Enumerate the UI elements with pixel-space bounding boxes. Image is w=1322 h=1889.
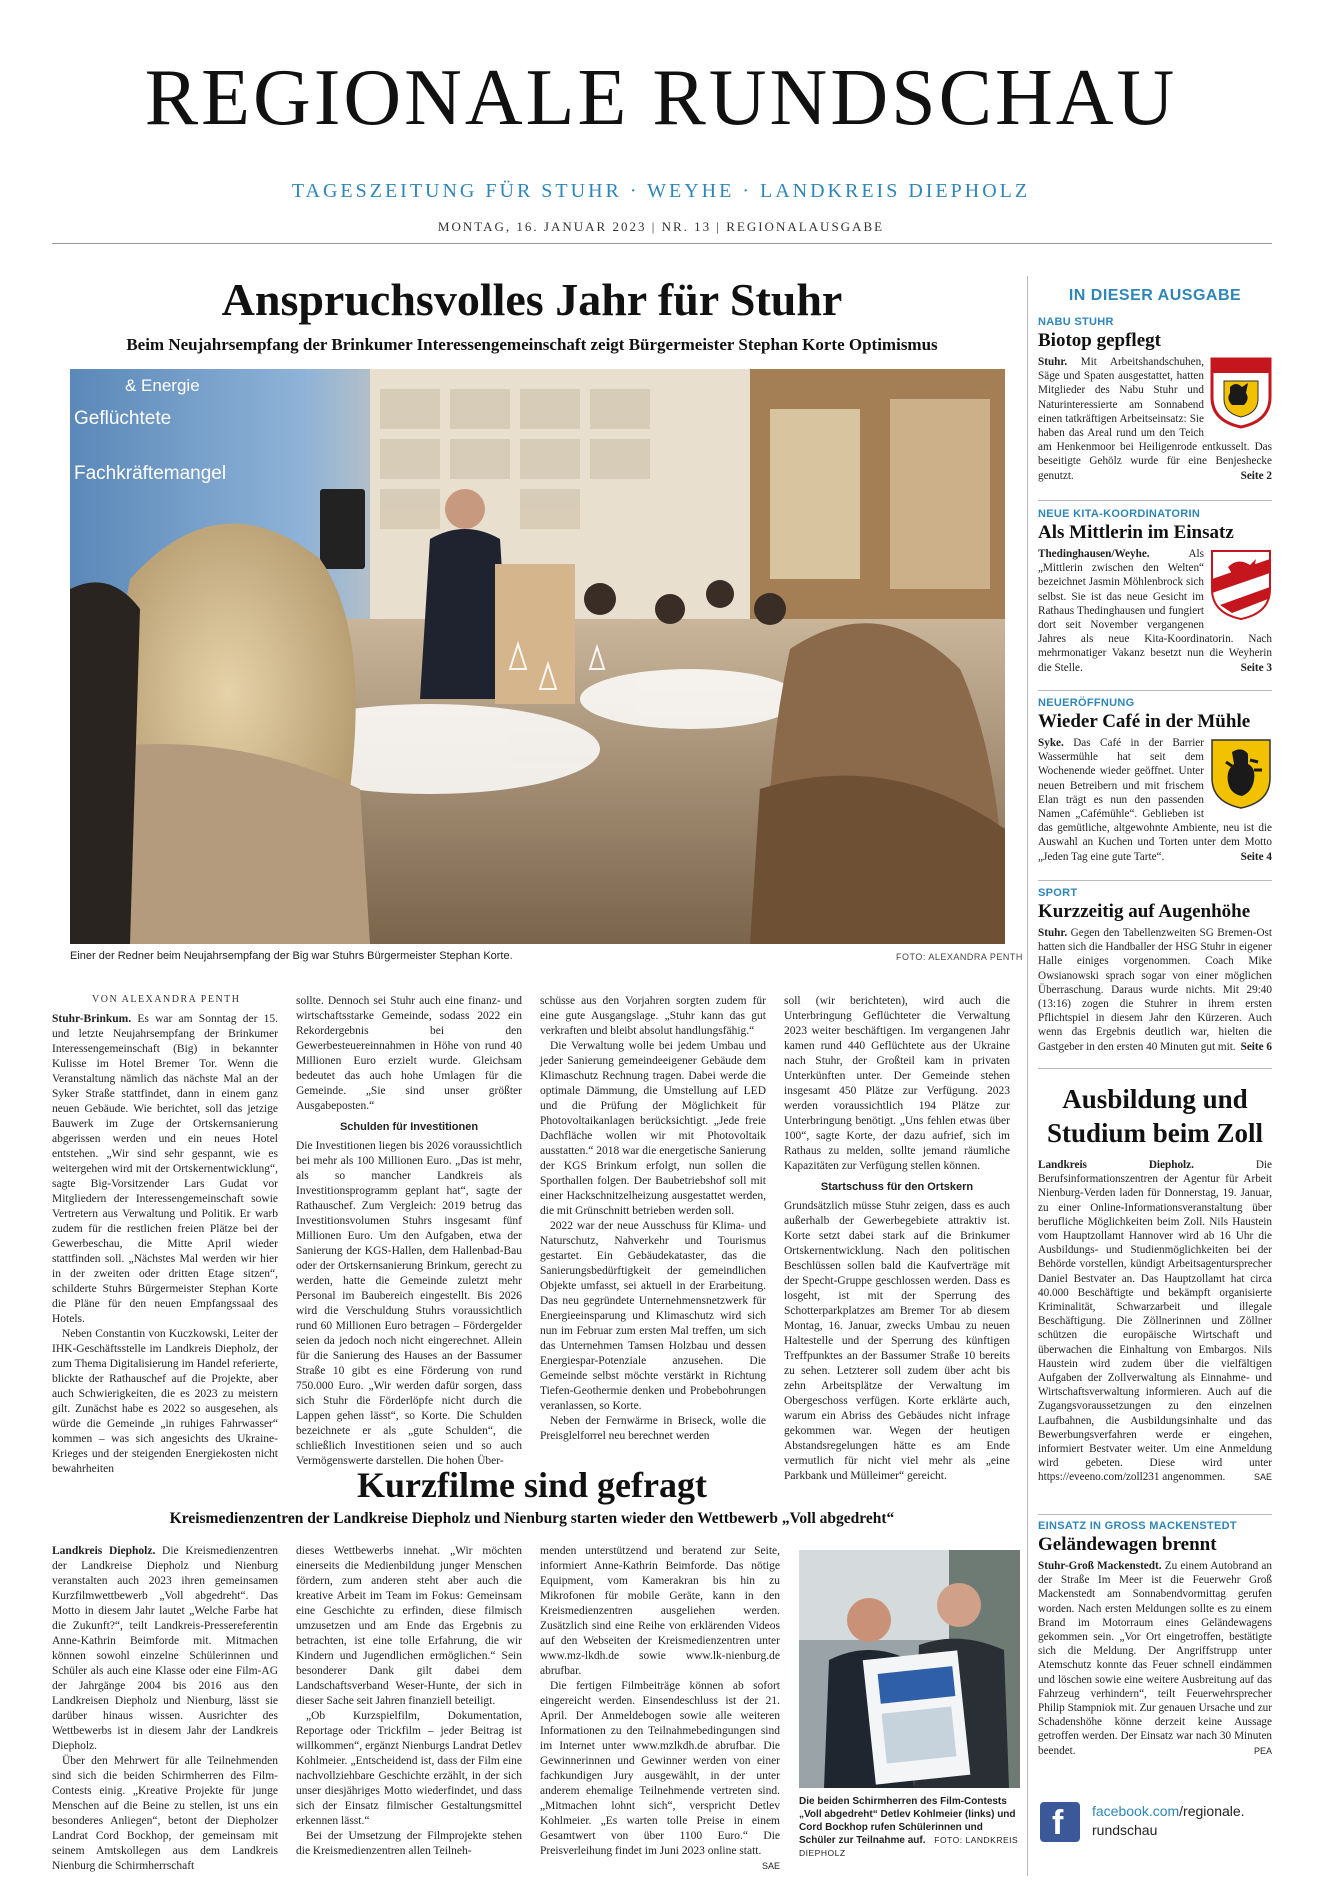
film-column-1 — [52, 1544, 278, 1874]
sidebar-item-cafe[interactable] — [1038, 697, 1272, 864]
sidebar-kicker: SPORT — [1038, 887, 1078, 899]
sidebar-item-kita[interactable] — [1038, 508, 1272, 675]
fire-location: Stuhr-Groß Mackenstedt. — [1038, 1560, 1162, 1572]
film-dateline-location: Landkreis Diepholz. — [52, 1545, 156, 1557]
sidebar-title[interactable]: Wieder Café in der Mühle — [1038, 711, 1251, 732]
sidebar-location: Stuhr. — [1038, 927, 1068, 939]
lead-column-3 — [540, 994, 766, 1442]
stuhr-coat-of-arms-icon — [1210, 357, 1272, 429]
film-col3-signature: SAE — [761, 1861, 780, 1871]
film-photo-caption — [799, 1795, 1020, 1860]
sidebar-location: Syke. — [1038, 737, 1064, 749]
facebook-link[interactable] — [1040, 1802, 1272, 1850]
film-col1-p1: Die Kreismedienzentren der Landkreise Diepholz und Nienburg veranstalten auch 2023 ihren gemeinsamen Kurzfilmwettbewerb „Voll abgedreht“. Das Motto in diesem Jahr lautet „Welche Farbe hat die Zukunft?“, teilt Landkreis-Pressereferentin Anne-Kathrin Beimforde mit. Mitmachen können sowohl einzelne Schülerinnen und Schüler als auch eine Klasse oder eine Film-AG der Jahrgänge 2004 bis 2016 aus den Landkreisen Diepholz und Nienburg, lässt sie darüber hinaus wissen. Ausrichter des Wettbewerbs ist in diesem Jahr der Landkreis Diepholz. — [52, 1545, 278, 1752]
sidebar-page-ref[interactable]: Seite 6 — [1240, 1040, 1272, 1053]
lead-col3-p3: 2022 war der neue Ausschuss für Klima- und Naturschutz, Nahverkehr und Tourismus gestartet. Ein Gebäudekataster, das die Sanierungsbedürftigkeit der gemeindlichen Objekte umfasst, sei aktuell in der Erarbeitung. Das neu gegründete Unternehmensnetzwerk für Energieeinsparung und Klimaschutz wird sich nun im Februar zum ersten Mal treffen, um sich das Unternehmen Tamsen Holzbau und dessen Energiespar-Potenziale anzusehen. Die Gemeinde selbst möchte verstärkt in Richtung Tiefen-Geothermie denken und Probebohrungen veranlassen, so Korte. — [540, 1220, 766, 1412]
sidebar-teaser-text: Gegen den Tabellenzweiten SG Bremen-Ost hatten sich die Handballer der HSG Stuhr in eigener Halle einiges vorgenommen. Coach Mike Owsianowski sprach sogar von einer möglichen Überraschung. Daraus wurde nichts. Mit 29:40 (13:16) zogen die Stuhrer in ihrem ersten Pflichtspiel in diesem Jahr den Kürzeren. Auch wenn das Ergebnis deutlich war, hielten die Gastgeber in den ersten 40 Minuten gut mit. — [1038, 927, 1272, 1053]
sidebar-item-biotop[interactable] — [1038, 316, 1272, 483]
sidebar-item-sport[interactable] — [1038, 887, 1272, 1054]
sidebar-title[interactable]: Kurzzeitig auf Augenhöhe — [1038, 901, 1251, 922]
sidebar-title[interactable]: Als Mittlerin im Einsatz — [1038, 522, 1234, 543]
sidebar-kicker: NABU STUHR — [1038, 316, 1114, 328]
zoll-article — [1038, 1158, 1272, 1484]
sidebar-teaser — [1038, 736, 1272, 864]
sidebar-kicker: NEUERÖFFNUNG — [1038, 697, 1135, 709]
lead-photo — [70, 369, 1005, 944]
sidebar-teaser — [1038, 355, 1272, 483]
slide-word-energy: & Energie — [125, 376, 200, 395]
sidebar-teaser-text: Das Café in der Barrier Wassermühle hat seit dem Wochenende wieder geöffnet. Unter neuen Betreibern und mit frischem Elan trägt es nun den passenden Namen „Cafémühle“. Geblieben ist das gemütliche, altgewohnte Ambiente, neu ist die Auswahl an Kuchen und Torten unter dem Motto „Jeden Tag eine gute Tarte“. — [1038, 737, 1272, 863]
lead-deck: Beim Neujahrsempfang der Brinkumer Interessengemeinschaft zeigt Bürgermeister Stephan Korte Optimismus — [126, 335, 938, 354]
facebook-url[interactable] — [1092, 1802, 1245, 1840]
sidebar-location: Thedinghausen/Weyhe. — [1038, 548, 1150, 560]
sidebar-separator — [1038, 500, 1272, 501]
sidebar-title[interactable]: Biotop gepflegt — [1038, 330, 1161, 351]
slide-word-refugees: Geflüchtete — [74, 408, 172, 429]
lead-col3-p4: Neben der Fernwärme in Briseck, wolle die Preisglelforrel neu berechnet werden — [540, 1415, 766, 1442]
lead-photo-caption: Einer der Redner beim Neujahrsempfang der Big war Stuhrs Bürgermeister Stephan Korte. — [70, 950, 513, 962]
lead-column-4 — [784, 994, 1010, 1482]
masthead-rule — [52, 243, 1272, 244]
sidebar-page-ref[interactable]: Seite 4 — [1240, 850, 1272, 863]
lead-column-1 — [52, 1012, 278, 1475]
fire-text: Zu einem Autobrand an der Straße Im Meer ist die Feuerwehr Groß Mackenstedt am Sonnabendvormittag gerufen worden. Nach ersten Meldungen sollte es zu einem Brand im Motorraum eines Geländewagens gekommen sein. „Vor Ort eingetroffen, bestätigte sich die Meldung. Der Angriffstrupp unter Atemschutz konnte das Feuer schnell eindämmen und löschen sowie eine weitere Ausbreitung auf das Fahrzeug verhindern“, teilt Feuerwehrsprecher Philip Stampniok mit. Zur genauen Ursache und zur Schadenshöhe könne derzeit keine Aussage getroffen werden. Der Einsatz war nach 30 Minuten beendet. — [1038, 1560, 1272, 1757]
film-column-2 — [296, 1544, 522, 1874]
sidebar-separator — [1038, 880, 1272, 881]
sidebar-teaser — [1038, 926, 1272, 1054]
sidebar-kicker: NEUE KITA-KOORDINATORIN — [1038, 508, 1201, 520]
film-photo — [799, 1550, 1020, 1788]
sidebar-separator — [1038, 1514, 1272, 1515]
fire-signature: PEA — [1253, 1745, 1272, 1756]
film-col3-p2: Die fertigen Filmbeiträge können ab sofort eingereicht werden. Einsendeschluss ist der 21. April. Der Anmeldebogen sowie alle weiteren Informationen zu den Teilnahmebedingungen sind im Internet unter www.mzlkdh.de abrufbar. Die Gewinnerinnen und Gewinner werden von einer fachkundigen Jury ausgewählt, in der unter anderem ehemalige Teilnehmende vertreten sind. „Mitmachen lohnt sich“, verspricht Detlev Kohlmeier. „Es warten tolle Preise in einem Gesamtwert von über 1100 Euro.“ Die Preisverleihung findet im Juni 2023 online statt. — [540, 1680, 780, 1857]
film-column-3 — [540, 1544, 780, 1874]
zoll-headline: Ausbildung und Studium beim Zoll — [1046, 1084, 1264, 1148]
facebook-host: facebook.com — [1092, 1803, 1180, 1819]
film-col2-p2: „Ob Kurzspielfilm, Dokumentation, Reportage oder Trickfilm – jeder Beitrag ist willkommen“, ergänzt Nienburgs Landrat Detlev Kohlmeier. „Entscheidend ist, dass der Film eine nachvollziehbare Geschichte erzählt, in der sich unser diesjähriges Motto wiederfindet, und dass sich der Einsatz filmischer Gestaltungsmittel erkennen lässt.“ — [296, 1710, 522, 1827]
lead-col2-p2: Die Investitionen liegen bis 2026 voraussichtlich bei mehr als 100 Millionen Euro. „Das ist mehr, als so mancher Landkreis als Investitionsprogramm geplant hat“, sagte der Rathauschef. Zum Vergleich: 2019 betrug das Investitionsvolumen Stuhrs insgesamt fünf Millionen Euro. Um den Aufgaben, etwa der Sanierung der KGS-Hallen, dem Hallenbad-Bau oder der Ortskernsanierung Brinkum, gerecht zu werden, hatte die Gemeinde zuletzt mehr Personal im Baubereich eingestellt. Bis 2026 wird die Verschuldung Stuhrs voraussichtlich rund 60 Millionen Euro betragen – Fördergelder seien da jedoch noch nicht eingerechnet. Allein für die Sanierung des Hauses an der Bassumer Straße 10 gibt es eine Förderung von rund 750.000 Euro. „Wir werden dafür sorgen, dass sich Stuhr die Förderlöpfe nicht durch die Lappen gehen lässt“, so Korte. Die Schulden bezeichnete er als „gute Schulden“, die schließlich Investitionen seien und so auch Vermögenswerte darstellen. Die hohen Über- — [296, 1140, 522, 1467]
sidebar-location: Stuhr. — [1038, 356, 1068, 368]
lead-col4-subhead: Startschuss für den Ortskern — [820, 1181, 974, 1193]
sidebar-teaser-text: Als „Mittlerin zwischen den Welten“ bezeichnet Jasmin Möhlenbrock sich selbst. Sie ist das neue Gesicht im Rathaus Thedinghausen und fungiert dort seit November vergangenen Jahres als neue Kita-Koordinatorin. Nach mehrmonatiger Vakanz besetzt nun die Weyherin die Stelle. — [1038, 548, 1272, 674]
dateline: MONTAG, 16. JANUAR 2023 | NR. 13 | REGIONALAUSGABE — [437, 219, 885, 234]
sidebar-separator — [1038, 1068, 1272, 1069]
film-headline: Kurzfilme sind gefragt — [357, 1465, 707, 1505]
sidebar-divider — [1027, 276, 1028, 1876]
lead-col1-p1: Es war am Sonntag der 15. und letzte Neujahrsempfang der Brinkumer Interessengemeinschaft (Big) in bekannter Kulisse im Hotel Bremer Tor. Wenn die Veranstaltung nämlich das nächste Mal an der Syker Straße stattfindet, dann in einem ganz neuen Gebäude. Wie berichtet, soll das jetzige Bauwerk im Zuge der Ortskernsanierung abgerissen werden und ein neues Hotel entstehen. „Wir sind sehr gespannt, wie es weitergehen wird mit der Ortskernentwicklung“, sagte Big-Vorsitzender Lars Gudat vor Mitgliedern der Interessengemeinschaft sowie Vertretern aus Verwaltung und Politik. Er warb zudem für die restlichen freien Plätze bei der Gewerbeschau, die Mitte April wieder stattfinden soll. „Nächstes Mal werden wir hier in der zweiten oder dritten Etage sitzen“, schilderte Stuhrs Bürgermeister Stephan Korte die Pläne für den neuen Empfangssaal des Hotels. — [52, 1013, 278, 1325]
fire-text-block — [1038, 1559, 1272, 1764]
sidebar-page-ref[interactable]: Seite 2 — [1240, 469, 1272, 482]
fire-article — [1038, 1520, 1272, 1764]
zoll-text: Die Berufsinformationszentren der Agentur für Arbeit Nienburg-Verden laden für Donnerstag, 19. Januar, zu einer Online-Informationsveranstaltung über berufliche Möglichkeiten beim Zoll. Nils Haustein vom Hauptzollamt Hannover wird ab 16 Uhr die Ausbildungs- und Studienmöglichkeiten bei der Behörde vorstellen, kündigt Arbeitsagentursprecher Daniel Bestvater an. Das Hauptzollamt hat circa 40.000 Beschäftigte und bekämpft organisierte Kriminalität, Schwarzarbeit und illegale Beschäftigung. Die Zöllnerinnen und Zöllner schützen die europäische Wirtschaft und überwachen die Einhaltung von Embargos. Nils Haustein wird zudem über die vielfältigen Aufgaben der Zollverwaltung als Einnahme- und Wirtschaftsverwaltung informieren. Auch auf die Zugangsvoraussetzungen zu den einzelnen Laufbahnen, die Ausbildungsinhalte und das Bewerbungsverfahren werde er eingehen, informiert Bestvater weiter. Um eine Anmeldung wird gebeten. Diese wird unter https://eveeno.com/zoll231 angenommen. — [1038, 1159, 1272, 1484]
film-col1-p2: Über den Mehrwert für alle Teilnehmenden sind sich die beiden Schirmherren des Film-Contests einig. „Kreative Projekte für junge Menschen auf die Beine zu stellen, ist uns ein besonderes Anliegen“, betont der Diepholzer Landrat Cord Bockhop, der gemeinsam mit seinem Amtskollegen aus dem Landkreis Nienburg die Schirmherrschaft — [52, 1755, 278, 1872]
syke-coat-of-arms-icon — [1210, 738, 1272, 810]
newspaper-title: REGIONALE RUNDSCHAU — [144, 54, 1178, 142]
lead-col3-p2: Die Verwaltung wolle bei jedem Umbau und jeder Sanierung gemeindeeigener Gebäude dem Klimaschutz Rechnung tragen. Dabei werde die optimale Dämmung, die Umstellung auf LED und die Prüfung der Möglichkeit für Photovoltaikanlagen berücksichtigt. „Jede freie Dachfläche wollen wir mit Photovoltaik ausstatten.“ 2018 war die energetische Sanierung der KGS Brinkum erfolgt, nun sollen die Sporthallen folgen. Der Baubetriebshof soll mit einer Hackschnitzelheizung ausgestattet werden, die mit Grünschnitt betrieben werden soll. — [540, 1040, 766, 1217]
sidebar-page-ref[interactable]: Seite 3 — [1240, 661, 1272, 674]
film-deck: Kreismedienzentren der Landkreise Diepholz und Nienburg starten wieder den Wettbewerb „Voll abgedreht“ — [169, 1510, 895, 1527]
newspaper-subtitle: TAGESZEITUNG FÜR STUHR · WEYHE · LANDKREIS DIEPHOLZ — [291, 180, 1031, 202]
film-col2-p3: Bei der Umsetzung der Filmprojekte stehen die Kreismedienzentren allen Teilneh- — [296, 1830, 522, 1857]
lead-col4-p2: Grundsätzlich müsse Stuhr zeigen, dass es auch außerhalb der Gewerbegebiete attraktiv ist. Korte setzt dabei stark auf die Brinkumer Ortskernentwicklung. Nach den politischen Beschlüssen sollen bald die Kaufverträge mit der Specht-Gruppe geschlossen werden. Dass es losgeht, ist mit der Sperrung des Schotterparkplatzes am Bremer Tor ab diesem Montag, 16. Januar, zwecks Umbau zu neuen Haltestelle und der Sperrung des künftigen Treffpunktes an der Bassumer Straße 10 bereits zu sehen. Letzterer soll zudem über acht bis zehn Arbeitsplätze der Verwaltung im Obergeschoss verfügen. Korte erklärte auch, warum ein Abriss des Gebäudes nicht infrage gekommen war. Wegen der heutigen Abstandsregelungen hätte es am Ende vermutlich für nicht viel mehr als „eine Parkbank und Mülleimer“ gereicht. — [784, 1200, 1010, 1482]
lead-column-2 — [296, 994, 522, 1467]
zoll-location: Landkreis Diepholz. — [1038, 1159, 1194, 1171]
zoll-signature: SAE — [1253, 1472, 1272, 1483]
lead-headline: Anspruchsvolles Jahr für Stuhr — [221, 274, 843, 325]
facebook-path: /regionale. — [1179, 1803, 1245, 1819]
sidebar-header: IN DIESER AUSGABE — [1068, 287, 1242, 304]
facebook-icon[interactable]: f — [1040, 1802, 1080, 1842]
lead-byline: VON ALEXANDRA PENTH — [92, 994, 241, 1005]
lead-col4-p1: soll (wir berichteten), wird auch die Unterbringung Geflüchteter die Verwaltung 2023 weiter beschäftigen. Im vergangenen Jahr kamen rund 440 Geflüchtete aus der Ukraine nach Stuhr, der Großteil kam in privaten Unterkünften unter. Der Gemeinde stehen insgesamt 450 Plätze zur Verfügung. 2023 werden voraussichtlich 194 Plätze zur Unterbringung benötigt. „Uns fehlen etwas über 100“, sagte Korte, der dazu aufrief, sich im Rathaus zu melden, sollte jemand räumliche Kapazitäten zur Verfügung stellen können. — [784, 995, 1010, 1172]
loudspeaker — [320, 489, 365, 569]
film-photo-credit: FOTO: LANDKREIS DIEPHOLZ — [799, 1835, 1019, 1858]
fire-kicker: EINSATZ IN GROSS MACKENSTEDT — [1038, 1520, 1237, 1532]
lead-col2-subhead: Schulden für Investitionen — [339, 1121, 479, 1133]
fire-title: Geländewagen brennt — [1038, 1534, 1217, 1555]
weyhe-coat-of-arms-icon — [1210, 549, 1272, 621]
film-col3-p1: menden unterstützend und beratend zur Seite, informiert Anne-Kathrin Beimforde. Das nötige Equipment, vom Kamerakran bis hin zu Mikrofonen für mobile Geräte, kann in den Kreismedienzentren ausgeliehen werden. Zusätzlich sind eine Reihe von erklärenden Videos auf den Webseiten der Kreismedienzentren unter www.mz-lkdh.de sowie www.lk-nienburg.de abrufbar. — [540, 1545, 780, 1677]
lead-col2-p1: sollte. Dennoch sei Stuhr auch eine finanz- und wirtschaftsstarke Gemeinde, sodass 2022 ein Rekordergebnis bei den Gewerbesteuereinnahmen in Höhe von rund 40 Millionen Euro erzielt wurde. Gleichsam bedeutet das auch hohe Umlagen für die Gemeinde. „Sie sind unser größter Ausgabeposten.“ — [296, 995, 522, 1112]
film-caption-text: Die beiden Schirmherren des Film-Contests „Voll abgedreht“ Detlev Kohlmeier (links) und Cord Bockhop rufen Schülerinnen und Schüler zur Teilnahme auf. — [799, 1796, 1016, 1846]
dateline-location: Stuhr-Brinkum. — [52, 1013, 132, 1025]
facebook-path-line2: rundschau — [1092, 1822, 1158, 1838]
film-col2-p1: dieses Wettbewerbs innehat. „Wir möchten einerseits die Medienbildung junger Menschen fördern, zum anderen steht aber auch die kreative Arbeit im Team im Fokus: Gemeinsam eine Geschichte zu erfinden, diese filmisch umzusetzen und am Ende das Ergebnis zu betrachten, ist eine tolle Erfahrung, die wir Kindern und Jugendlichen ermöglichen.“ Sein besonderer Dank gilt dabei dem Landschaftsverband Weser-Hunte, der sich in dieser Sache seit Jahren finanziell beteiligt. — [296, 1545, 522, 1707]
sidebar-teaser — [1038, 547, 1272, 675]
sidebar-separator — [1038, 690, 1272, 691]
lead-col1-p2: Neben Constantin von Kuczkowski, Leiter der IHK-Geschäftsstelle im Landkreis Diepholz, der zum Thema Digitalisierung im Handel referierte, blickte der Rathauschef auf die Projekte, aber auch Schwierigkeiten, die es 2023 zu meistern gilt. Zunächst habe es 2022 so ausgesehen, als würde die Gemeinde „in ruhiges Fahrwasser“ kommen – was sich angesichts des Ukraine-Krieges und der steigenden Energiekosten nicht bewahrheiten — [52, 1328, 278, 1475]
slide-word-skills: Fachkräftemangel — [74, 463, 227, 484]
lead-col3-p1: schüsse aus den Vorjahren sorgten zudem für eine gute Ausgangslage. „Stuhr kann das gut verkraften und bleibt absolut handlungsfähig.“ — [540, 995, 766, 1037]
lead-photo-credit: FOTO: ALEXANDRA PENTH — [896, 952, 1023, 962]
sidebar-teaser-text: Mit Arbeitshandschuhen, Säge und Spaten ausgestattet, hatten Mitglieder des Nabu Stuhr und Naturinteressierte am Sonnabend einen tatkräftigen Arbeitseinsatz: Sie haben das Areal rund um den Teich am Henkenmoor bei Heiligenrode entkusselt. Das beseitigte Gehölz wurde für eine Benjeshecke genutzt. — [1038, 356, 1272, 482]
